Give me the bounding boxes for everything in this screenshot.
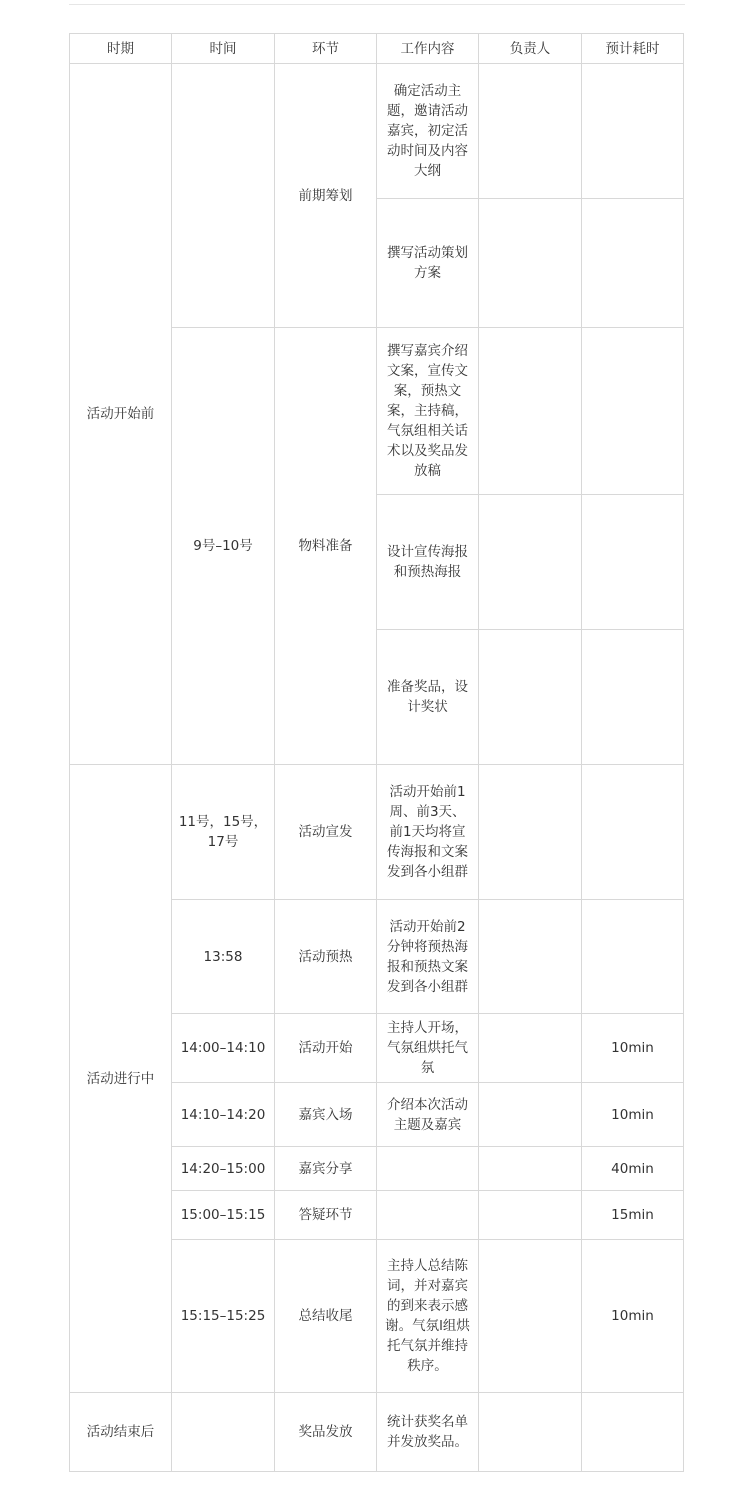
owner-cell — [479, 765, 582, 900]
owner-cell — [479, 1014, 582, 1083]
table-row — [70, 64, 684, 199]
duration-cell — [582, 328, 684, 495]
stage-cell: 前期筹划 — [275, 64, 377, 328]
duration-cell — [582, 199, 684, 328]
content-cell — [377, 1147, 479, 1191]
owner-cell — [479, 495, 582, 630]
content-cell: 撰写活动策划方案 — [377, 199, 479, 328]
time-cell: 13:58 — [172, 900, 275, 1014]
time-cell — [172, 64, 275, 328]
owner-cell — [479, 1393, 582, 1472]
content-cell: 主持人开场，气氛组烘托气氛 — [377, 1014, 479, 1083]
time-cell: 9号–10号 — [172, 328, 275, 765]
content-cell: 准备奖品，设计奖状 — [377, 630, 479, 765]
stage-cell: 答疑环节 — [275, 1191, 377, 1240]
stage-cell: 嘉宾分享 — [275, 1147, 377, 1191]
content-cell: 介绍本次活动主题及嘉宾 — [377, 1083, 479, 1147]
duration-cell: 10min — [582, 1240, 684, 1393]
owner-cell — [479, 64, 582, 199]
duration-cell — [582, 64, 684, 199]
time-cell: 15:15–15:25 — [172, 1240, 275, 1393]
phase-cell: 活动开始前 — [70, 64, 172, 765]
owner-cell — [479, 1147, 582, 1191]
duration-cell — [582, 765, 684, 900]
duration-cell: 40min — [582, 1147, 684, 1191]
duration-cell — [582, 630, 684, 765]
content-cell — [377, 1191, 479, 1240]
content-cell: 设计宣传海报和预热海报 — [377, 495, 479, 630]
duration-cell — [582, 1393, 684, 1472]
table-header-row — [70, 34, 684, 64]
time-cell: 14:00–14:10 — [172, 1014, 275, 1083]
content-cell: 确定活动主题，邀请活动嘉宾，初定活动时间及内容大纲 — [377, 64, 479, 199]
table-row — [70, 765, 684, 900]
header-time: 时间 — [172, 34, 275, 64]
header-duration: 预计耗时 — [582, 34, 684, 64]
header-stage: 环节 — [275, 34, 377, 64]
activity-plan-table — [69, 33, 684, 1472]
top-divider — [69, 4, 685, 5]
owner-cell — [479, 630, 582, 765]
header-owner: 负责人 — [479, 34, 582, 64]
time-cell: 14:10–14:20 — [172, 1083, 275, 1147]
owner-cell — [479, 199, 582, 328]
stage-cell: 活动宣发 — [275, 765, 377, 900]
content-cell: 活动开始前2分钟将预热海报和预热文案发到各小组群 — [377, 900, 479, 1014]
table-row — [70, 1393, 684, 1472]
owner-cell — [479, 1083, 582, 1147]
stage-cell: 奖品发放 — [275, 1393, 377, 1472]
content-cell: 主持人总结陈词，并对嘉宾的到来表示感谢。气氛l组烘托气氛并维持秩序。 — [377, 1240, 479, 1393]
time-cell: 15:00–15:15 — [172, 1191, 275, 1240]
stage-cell: 活动开始 — [275, 1014, 377, 1083]
duration-cell — [582, 495, 684, 630]
phase-cell: 活动进行中 — [70, 765, 172, 1393]
stage-cell: 物料准备 — [275, 328, 377, 765]
owner-cell — [479, 328, 582, 495]
duration-cell: 10min — [582, 1014, 684, 1083]
phase-cell: 活动结束后 — [70, 1393, 172, 1472]
duration-cell — [582, 900, 684, 1014]
content-cell: 统计获奖名单并发放奖品。 — [377, 1393, 479, 1472]
content-cell: 撰写嘉宾介绍文案，宣传文案，预热文案，主持稿，气氛组相关话术以及奖品发放稿 — [377, 328, 479, 495]
stage-cell: 嘉宾入场 — [275, 1083, 377, 1147]
header-content: 工作内容 — [377, 34, 479, 64]
time-cell: 14:20–15:00 — [172, 1147, 275, 1191]
content-cell: 活动开始前1周、前3天、前1天均将宣传海报和文案发到各小组群 — [377, 765, 479, 900]
owner-cell — [479, 1191, 582, 1240]
time-cell: 11号，15号，17号 — [172, 765, 275, 900]
header-phase: 时期 — [70, 34, 172, 64]
owner-cell — [479, 900, 582, 1014]
duration-cell: 15min — [582, 1191, 684, 1240]
owner-cell — [479, 1240, 582, 1393]
time-cell — [172, 1393, 275, 1472]
duration-cell: 10min — [582, 1083, 684, 1147]
stage-cell: 总结收尾 — [275, 1240, 377, 1393]
stage-cell: 活动预热 — [275, 900, 377, 1014]
